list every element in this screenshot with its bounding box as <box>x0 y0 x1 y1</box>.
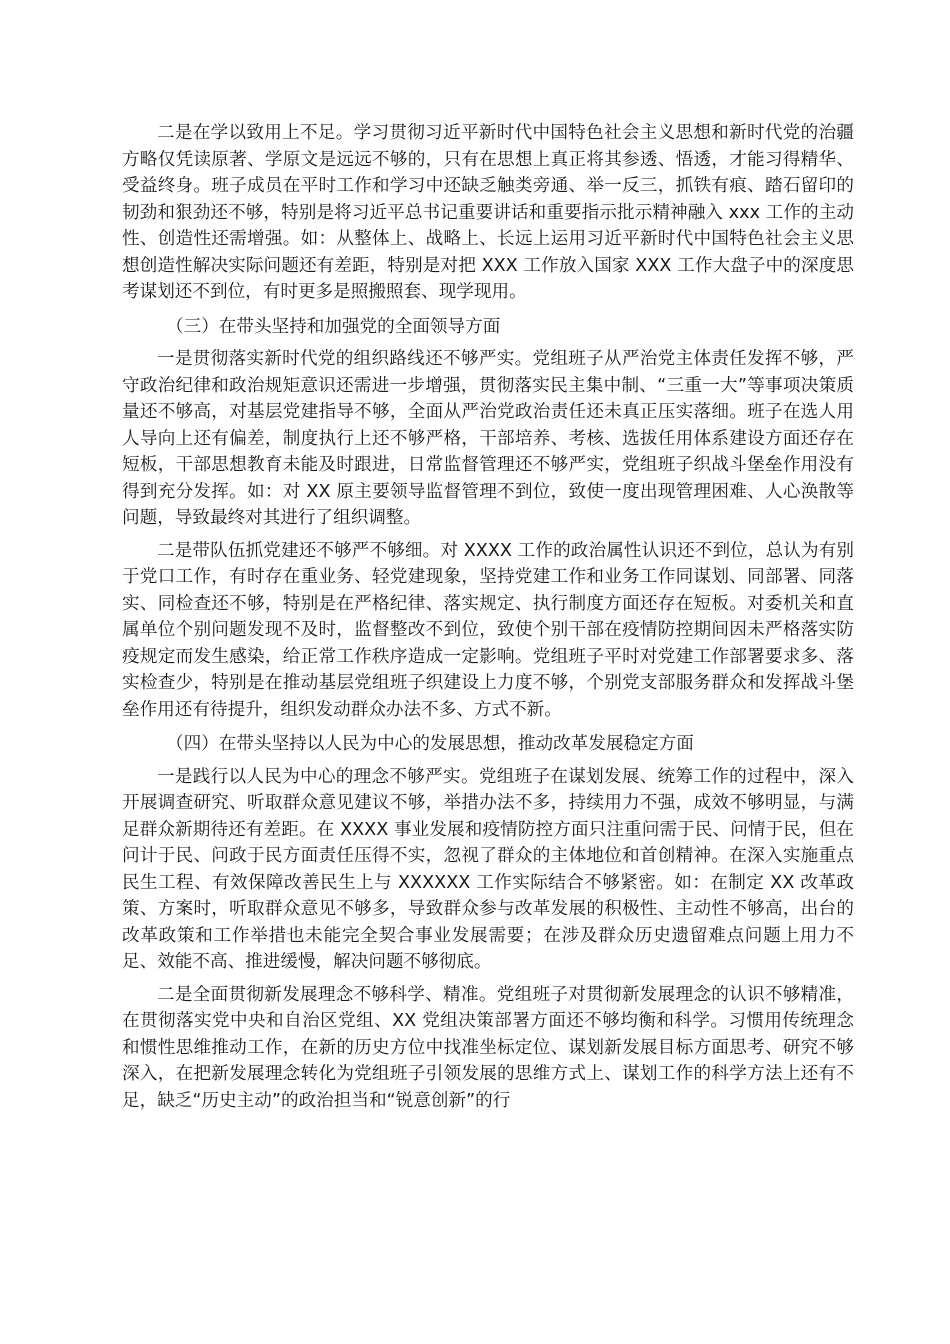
paragraph-people-centered: 一是践行以人民为中心的理念不够严实。党组班子在谋划发展、统筹工作的过程中，深入开展调查研究、听取群众意见建议不够，举措办法不多，持续用力不强，成效不够明显，与满足群众新期待还有差距。在 XXXX 事业发展和疫情防控方面只注重问需于民、问情于民，但在问计于民、问政于民方面责任压得不实，忽视了群众的主体地位和首创精神。在深入实施重点民生工程、有效保障改善民生上与 XXXXXX 工作实际结合不够紧密。如：在制定 XX 改革政策、方案时，听取群众意见不够多，导致群众参与改革发展的积极性、主动性不够高，出台的改革政策和工作举措也未能完全契合事业发展需要；在涉及群众历史遗留难点问题上用力不足、效能不高、推进缓慢，解决问题不够彻底。 <box>122 766 854 972</box>
paragraph-party-building: 二是带队伍抓党建还不够严不够细。对 XXXX 工作的政治属性认识还不到位，总认为有别于党口工作，有时存在重业务、轻党建现象，坚持党建工作和业务工作同谋划、同部署、同落实、同检查还不够，特别是在严格纪律、落实规定、执行制度方面还存在短板。对委机关和直属单位个别问题发现不及时，监督整改不到位，致使个别干部在疫情防控期间因未严格落实防疫规定而发生感染，给正常工作秩序造成一定影响。党组班子平时对党建工作部署要求多、落实检查少，特别是在推动基层党组班子织建设上力度不够，个别党支部服务群众和发挥战斗堡垒作用还有待提升，组织发动群众办法不多、方式不新。 <box>122 540 854 720</box>
document-body <box>122 120 854 1114</box>
section-heading-3: （三）在带头坚持和加强党的全面领导方面 <box>166 316 501 337</box>
paragraph-organization-line: 一是贯彻落实新时代党的组织路线还不够严实。党组班子从严治党主体责任发挥不够，严守政治纪律和政治规矩意识还需进一步增强，贯彻落实民主集中制、“三重一大”等事项决策质量还不够高，对基层党建指导不够，全面从严治党政治责任还未真正压实落细。班子在选人用人导向上还有偏差，制度执行上还不够严格，干部培养、考核、选拔任用体系建设方面还存在短板，干部思想教育未能及时跟进，日常监督管理还不够严实，党组班子织战斗堡垒作用没有得到充分发挥。如：对 XX 原主要领导监督管理不到位，致使一度出现管理困难、人心涣散等问题，导致最终对其进行了组织调整。 <box>122 349 854 528</box>
paragraph-new-development: 二是全面贯彻新发展理念不够科学、精准。党组班子对贯彻新发展理念的认识不够精准，在贯彻落实党中央和自治区党组、XX 党组决策部署方面还不够均衡和科学。习惯用传统理念和惯性思维推动工作，在新的历史方位中找准坐标定位、谋划新发展目标方面思考、研究不够深入，在把新发展理念转化为党组班子引领发展的思维方式上、谋划工作的科学方法上还有不足，缺乏“历史主动”的政治担当和“锐意创新”的行 <box>122 984 854 1111</box>
paragraph-study-application: 二是在学以致用上不足。学习贯彻习近平新时代中国特色社会主义思想和新时代党的治疆方略仅凭读原著、学原文是远远不够的，只有在思想上真正将其参透、悟透，才能习得精华、受益终身。班子成员在平时工作和学习中还缺乏触类旁通、举一反三，抓铁有痕、踏石留印的韧劲和狠劲还不够，特别是将习近平总书记重要讲话和重要指示批示精神融入 xxx 工作的主动性、创造性还需增强。如：从整体上、战略上、长远上运用习近平新时代中国特色社会主义思想创造性解决实际问题还有差距，特别是对把 XXX 工作放入国家 XXX 工作大盘子中的深度思考谋划还不到位，有时更多是照搬照套、现学现用。 <box>122 123 854 302</box>
section-heading-4: （四）在带头坚持以人民为中心的发展思想，推动改革发展稳定方面 <box>166 734 694 754</box>
